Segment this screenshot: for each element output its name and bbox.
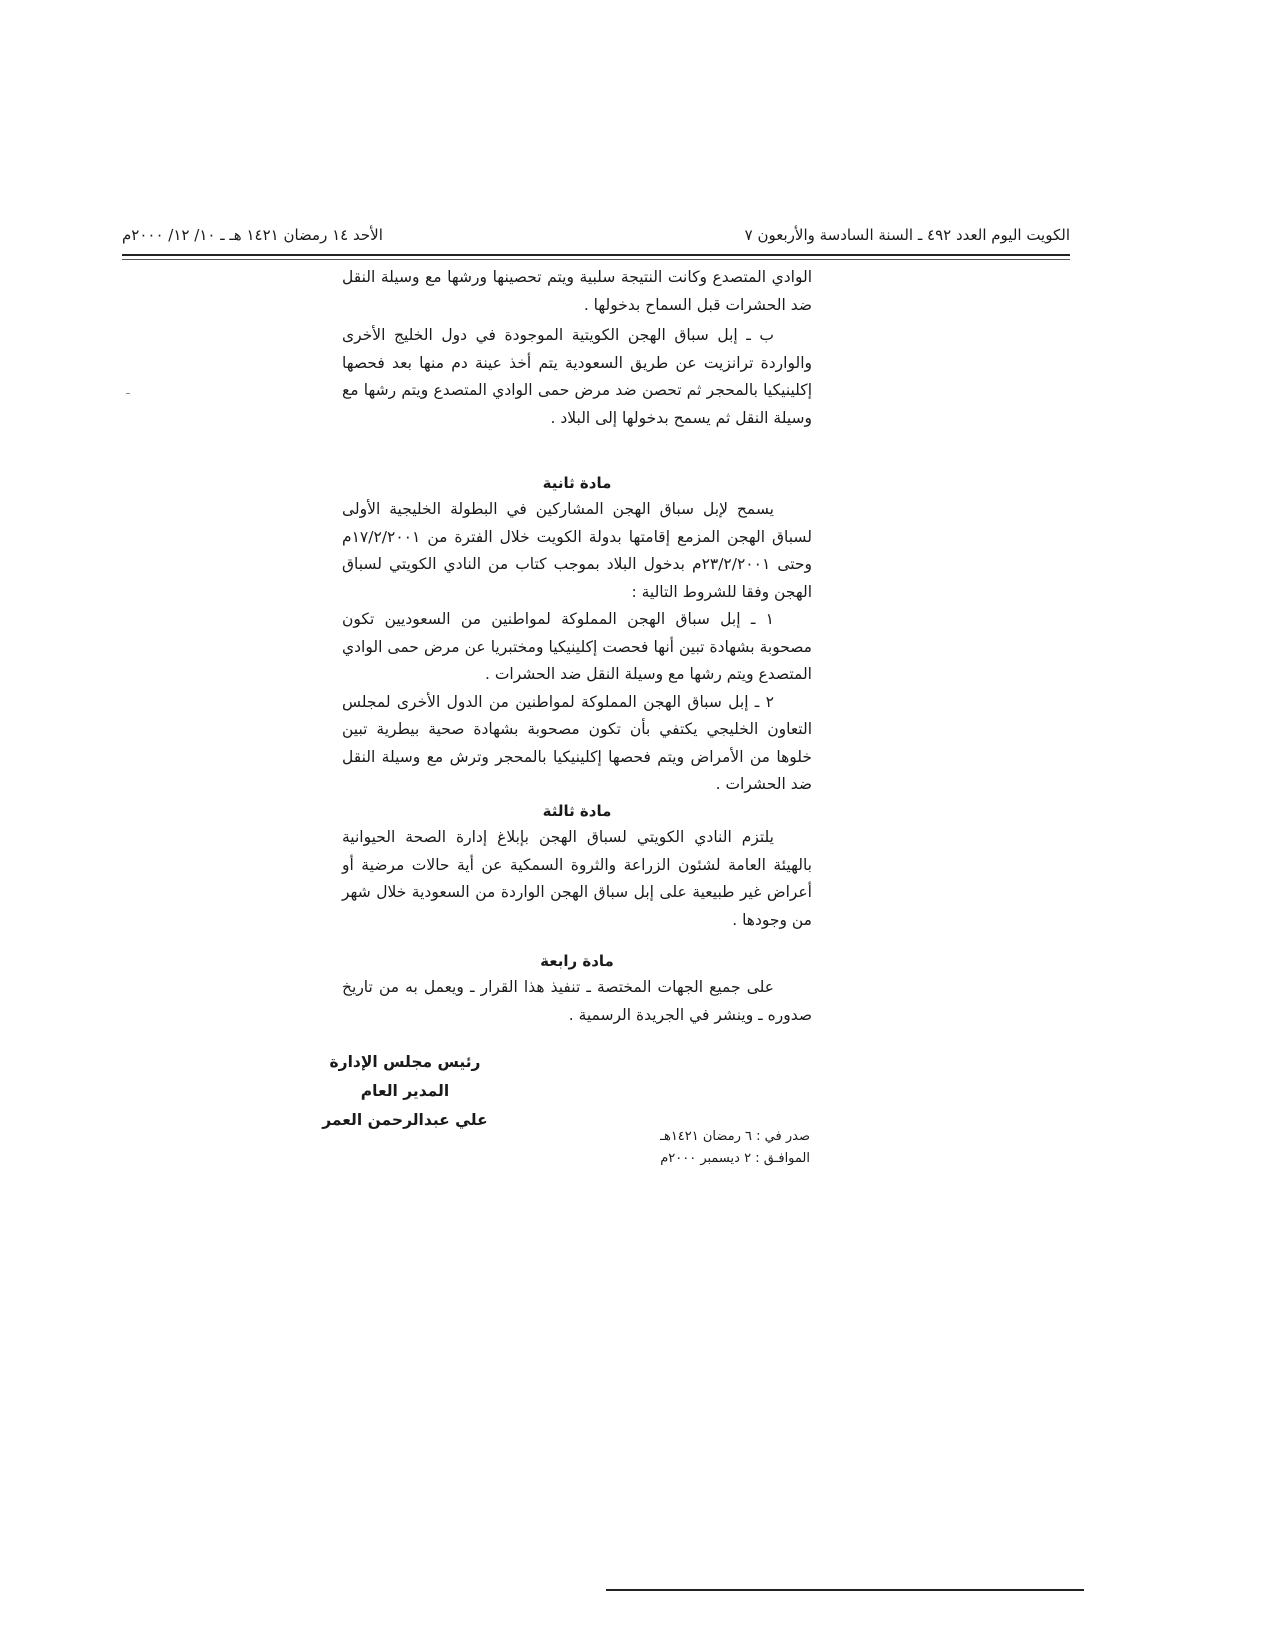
item-b-text: ب ـ إبل سباق الهجن الكويتية الموجودة في دول الخليج الأخرى والواردة ترانزيت عن طريق السعودية يتم أخذ عينة دم منها بعد فحصها إكلينيكيا بالمحجر ثم تحصن ضد مرض حمى الوادي المتصدع ويتم رشها مع وسيلة النقل ثم يسمح بدخولها إلى البلاد . <box>342 326 812 427</box>
article-3-title: مادة ثالثة <box>542 802 612 820</box>
header-rule-thin <box>122 259 1070 260</box>
article-2-item-2: ٢ ـ إبل سباق الهجن المملوكة لمواطنين من الدول الأخرى لمجلس التعاون الخليجي يكتفي بأن تكون مصحوبة بشهادة صحية بيطرية تبين خلوها من الأمراض ويتم فحصها إكلينيكيا بالمحجر وترش مع وسيلة النقل ضد الحشرات . <box>342 692 812 793</box>
article-4-body: على جميع الجهات المختصة ـ تنفيذ هذا القرار ـ ويعمل به من تاريخ صدوره ـ وينشر في الجريدة الرسمية . <box>342 978 812 1024</box>
intro-cont-text: الوادي المتصدع وكانت النتيجة سلبية ويتم تحصينها ورشها مع وسيلة النقل ضد الحشرات قبل السماح بدخولها . <box>342 268 812 314</box>
signature-block <box>300 1048 510 1135</box>
header-rule <box>122 254 1070 256</box>
issue-date: الأحد ١٤ رمضان ١٤٢١ هـ ـ ١٠/ ١٢/ ٢٠٠٠م <box>122 226 383 244</box>
intro-item-b <box>342 322 812 432</box>
issued-block <box>610 1126 810 1170</box>
article-2-item-1: ١ ـ إبل سباق الهجن المملوكة لمواطنين من السعوديين تكون مصحوبة بشهادة تبين أنها فحصت إكلينيكيا ومختبريا عن مرض حمى الوادي المتصدع ويتم رشها مع وسيلة النقل ضد الحشرات . <box>342 610 812 683</box>
article-2 <box>342 496 812 799</box>
article-3 <box>342 824 812 934</box>
signature-name: علي عبدالرحمن العمر <box>322 1111 488 1129</box>
issued-hijri: صدر في : ٦ رمضان ١٤٢١هـ <box>660 1129 810 1144</box>
issued-gregorian: الموافـق : ٢ ديسمبر ٢٠٠٠م <box>660 1151 810 1166</box>
article-4 <box>342 974 812 1029</box>
intro-continuation <box>342 264 812 319</box>
scan-speck <box>126 393 130 394</box>
article-2-body: يسمح لإبل سباق الهجن المشاركين في البطولة الخليجية الأولى لسباق الهجن المزمع إقامتها بدولة الكويت خلال الفترة من ١٧/٢/٢٠٠١م وحتى ٢٣/٢/٢٠٠١م بدخول البلاد بموجب كتاب من النادي الكويتي لسباق الهجن وفقا للشروط التالية : <box>342 500 812 601</box>
article-3-body: يلتزم النادي الكويتي لسباق الهجن بإبلاغ إدارة الصحة الحيوانية بالهيئة العامة لشئون الزراعة والثروة السمكية عن أية حالات مرضية أو أعراض غير طبيعية على إبل سباق الهجن الواردة من السعودية خلال شهر من وجودها . <box>342 828 812 929</box>
page-header <box>122 222 1070 252</box>
issue-info: الكويت اليوم العدد ٤٩٢ ـ السنة السادسة والأربعون ٧ <box>744 226 1070 244</box>
article-2-title: مادة ثانية <box>542 474 612 492</box>
signature-role: المدير العام <box>360 1082 450 1100</box>
signature-title: رئيس مجلس الإدارة <box>329 1053 481 1071</box>
article-4-title: مادة رابعة <box>540 952 614 970</box>
footer-rule <box>606 1589 1084 1591</box>
